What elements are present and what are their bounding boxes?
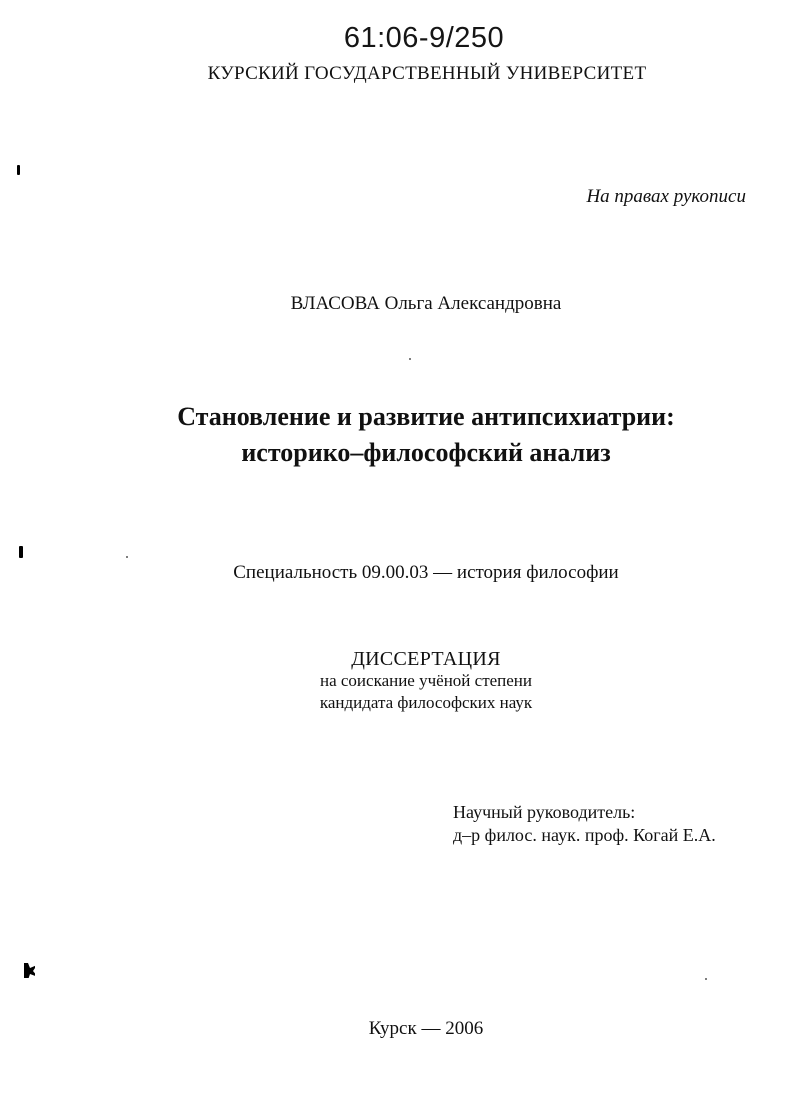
degree-block [0,648,792,714]
title-line-2: историко–философский анализ [241,438,611,467]
university-name: КУРСКИЙ ГОСУДАРСТВЕННЫЙ УНИВЕРСИТЕТ [207,63,647,84]
dissertation-title [0,399,792,471]
scan-artifact-mark [17,165,20,175]
scan-artifact-mark [22,961,35,978]
title-line-1: Становление и развитие антипсихиатрии: [177,402,675,431]
catalog-number: 61:06-9/250 [343,22,505,54]
manuscript-note: На правах рукописи [586,186,746,207]
author-name: ВЛАСОВА Ольга Александровна [290,293,562,314]
degree-heading: ДИССЕРТАЦИЯ [351,648,501,670]
supervisor-name: д–р филос. наук. проф. Когай Е.А. [453,825,716,845]
supervisor-block [453,801,716,847]
degree-line-1: на соискание учёной степени [319,671,533,690]
supervisor-label: Научный руководитель: [453,802,636,822]
scan-speck [409,358,411,360]
scan-speck [705,978,707,980]
specialty: Специальность 09.00.03 — история философии [233,562,619,583]
scan-artifact-mark [19,546,23,558]
scan-speck [126,556,128,558]
place-year: Курск — 2006 [368,1018,484,1039]
degree-line-2: кандидата философских наук [319,693,533,712]
